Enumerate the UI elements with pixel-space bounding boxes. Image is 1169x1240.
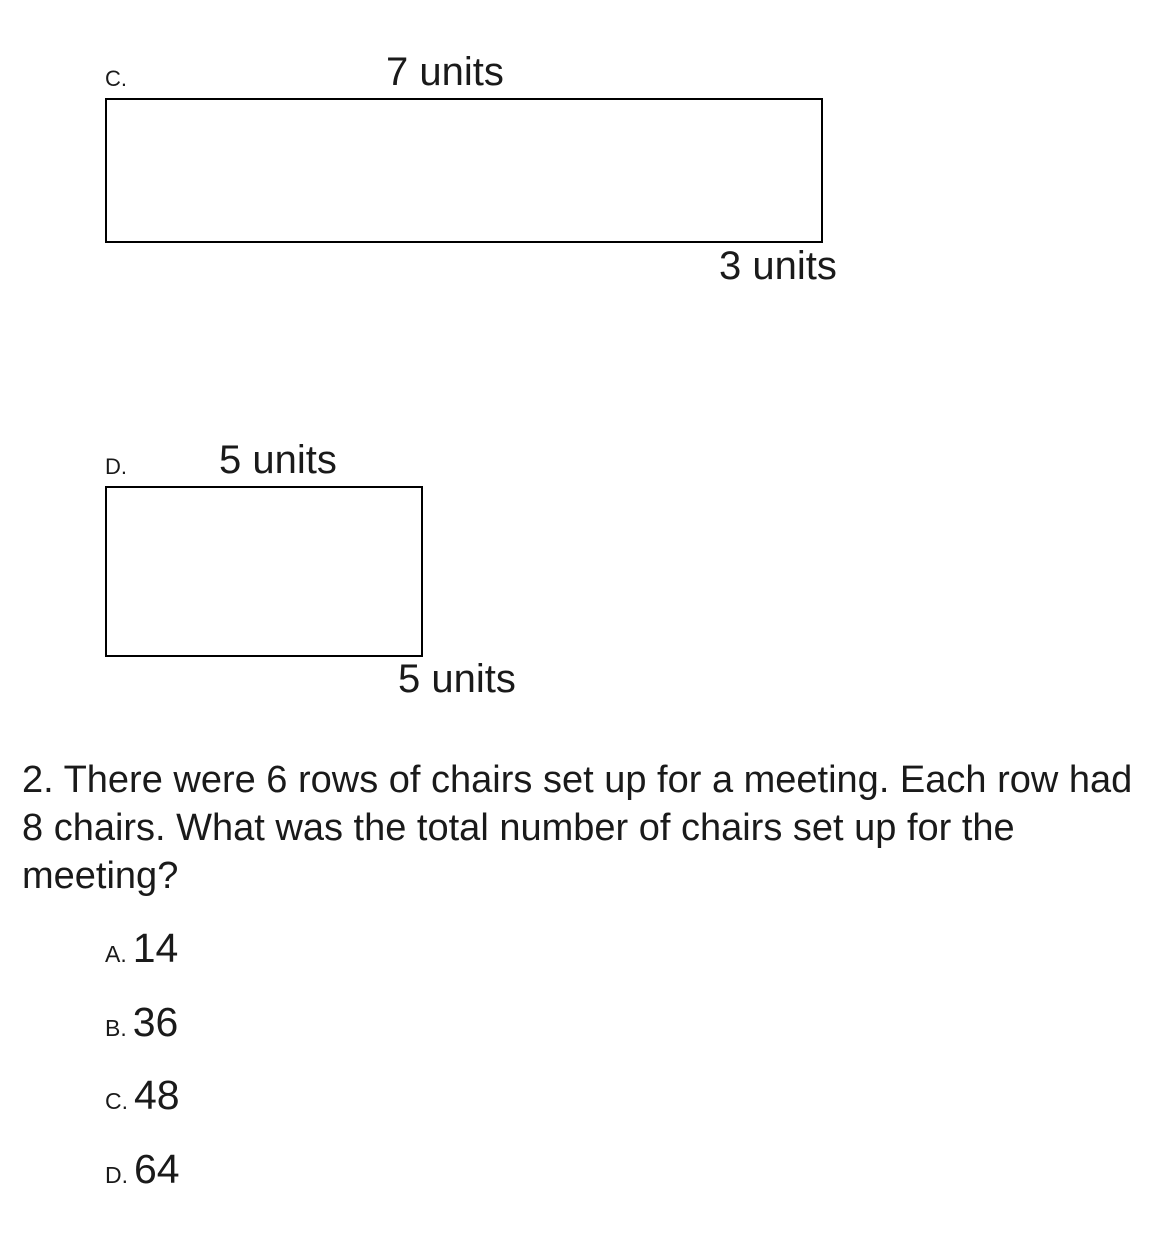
option-c-top-label: 7 units [386,50,504,94]
answer-letter: A. [105,941,127,967]
option-c-side-label: 3 units [719,244,837,288]
option-d-rectangle [105,486,423,657]
option-d-top-label: 5 units [219,438,337,482]
option-c-rectangle [105,98,823,243]
answer-letter: B. [105,1015,127,1041]
option-d-letter: D. [105,454,127,479]
answer-option-d[interactable] [105,1146,180,1193]
answer-value: 64 [134,1146,180,1192]
answer-value: 14 [132,925,179,971]
question-text: 2. There were 6 rows of chairs set up for a meeting. Each row had 8 chairs. What was the total number of chairs set up for the meeting? [22,759,1133,897]
option-d-side-label: 5 units [398,657,516,701]
answer-value: 48 [134,1072,180,1118]
answer-letter: C. [105,1088,128,1114]
answer-letter: D. [105,1162,128,1188]
answer-option-a[interactable] [105,925,178,972]
answer-option-c[interactable] [105,1072,180,1119]
answer-option-b[interactable] [105,999,178,1046]
option-c-letter: C. [105,66,127,91]
answer-value: 36 [132,999,179,1045]
